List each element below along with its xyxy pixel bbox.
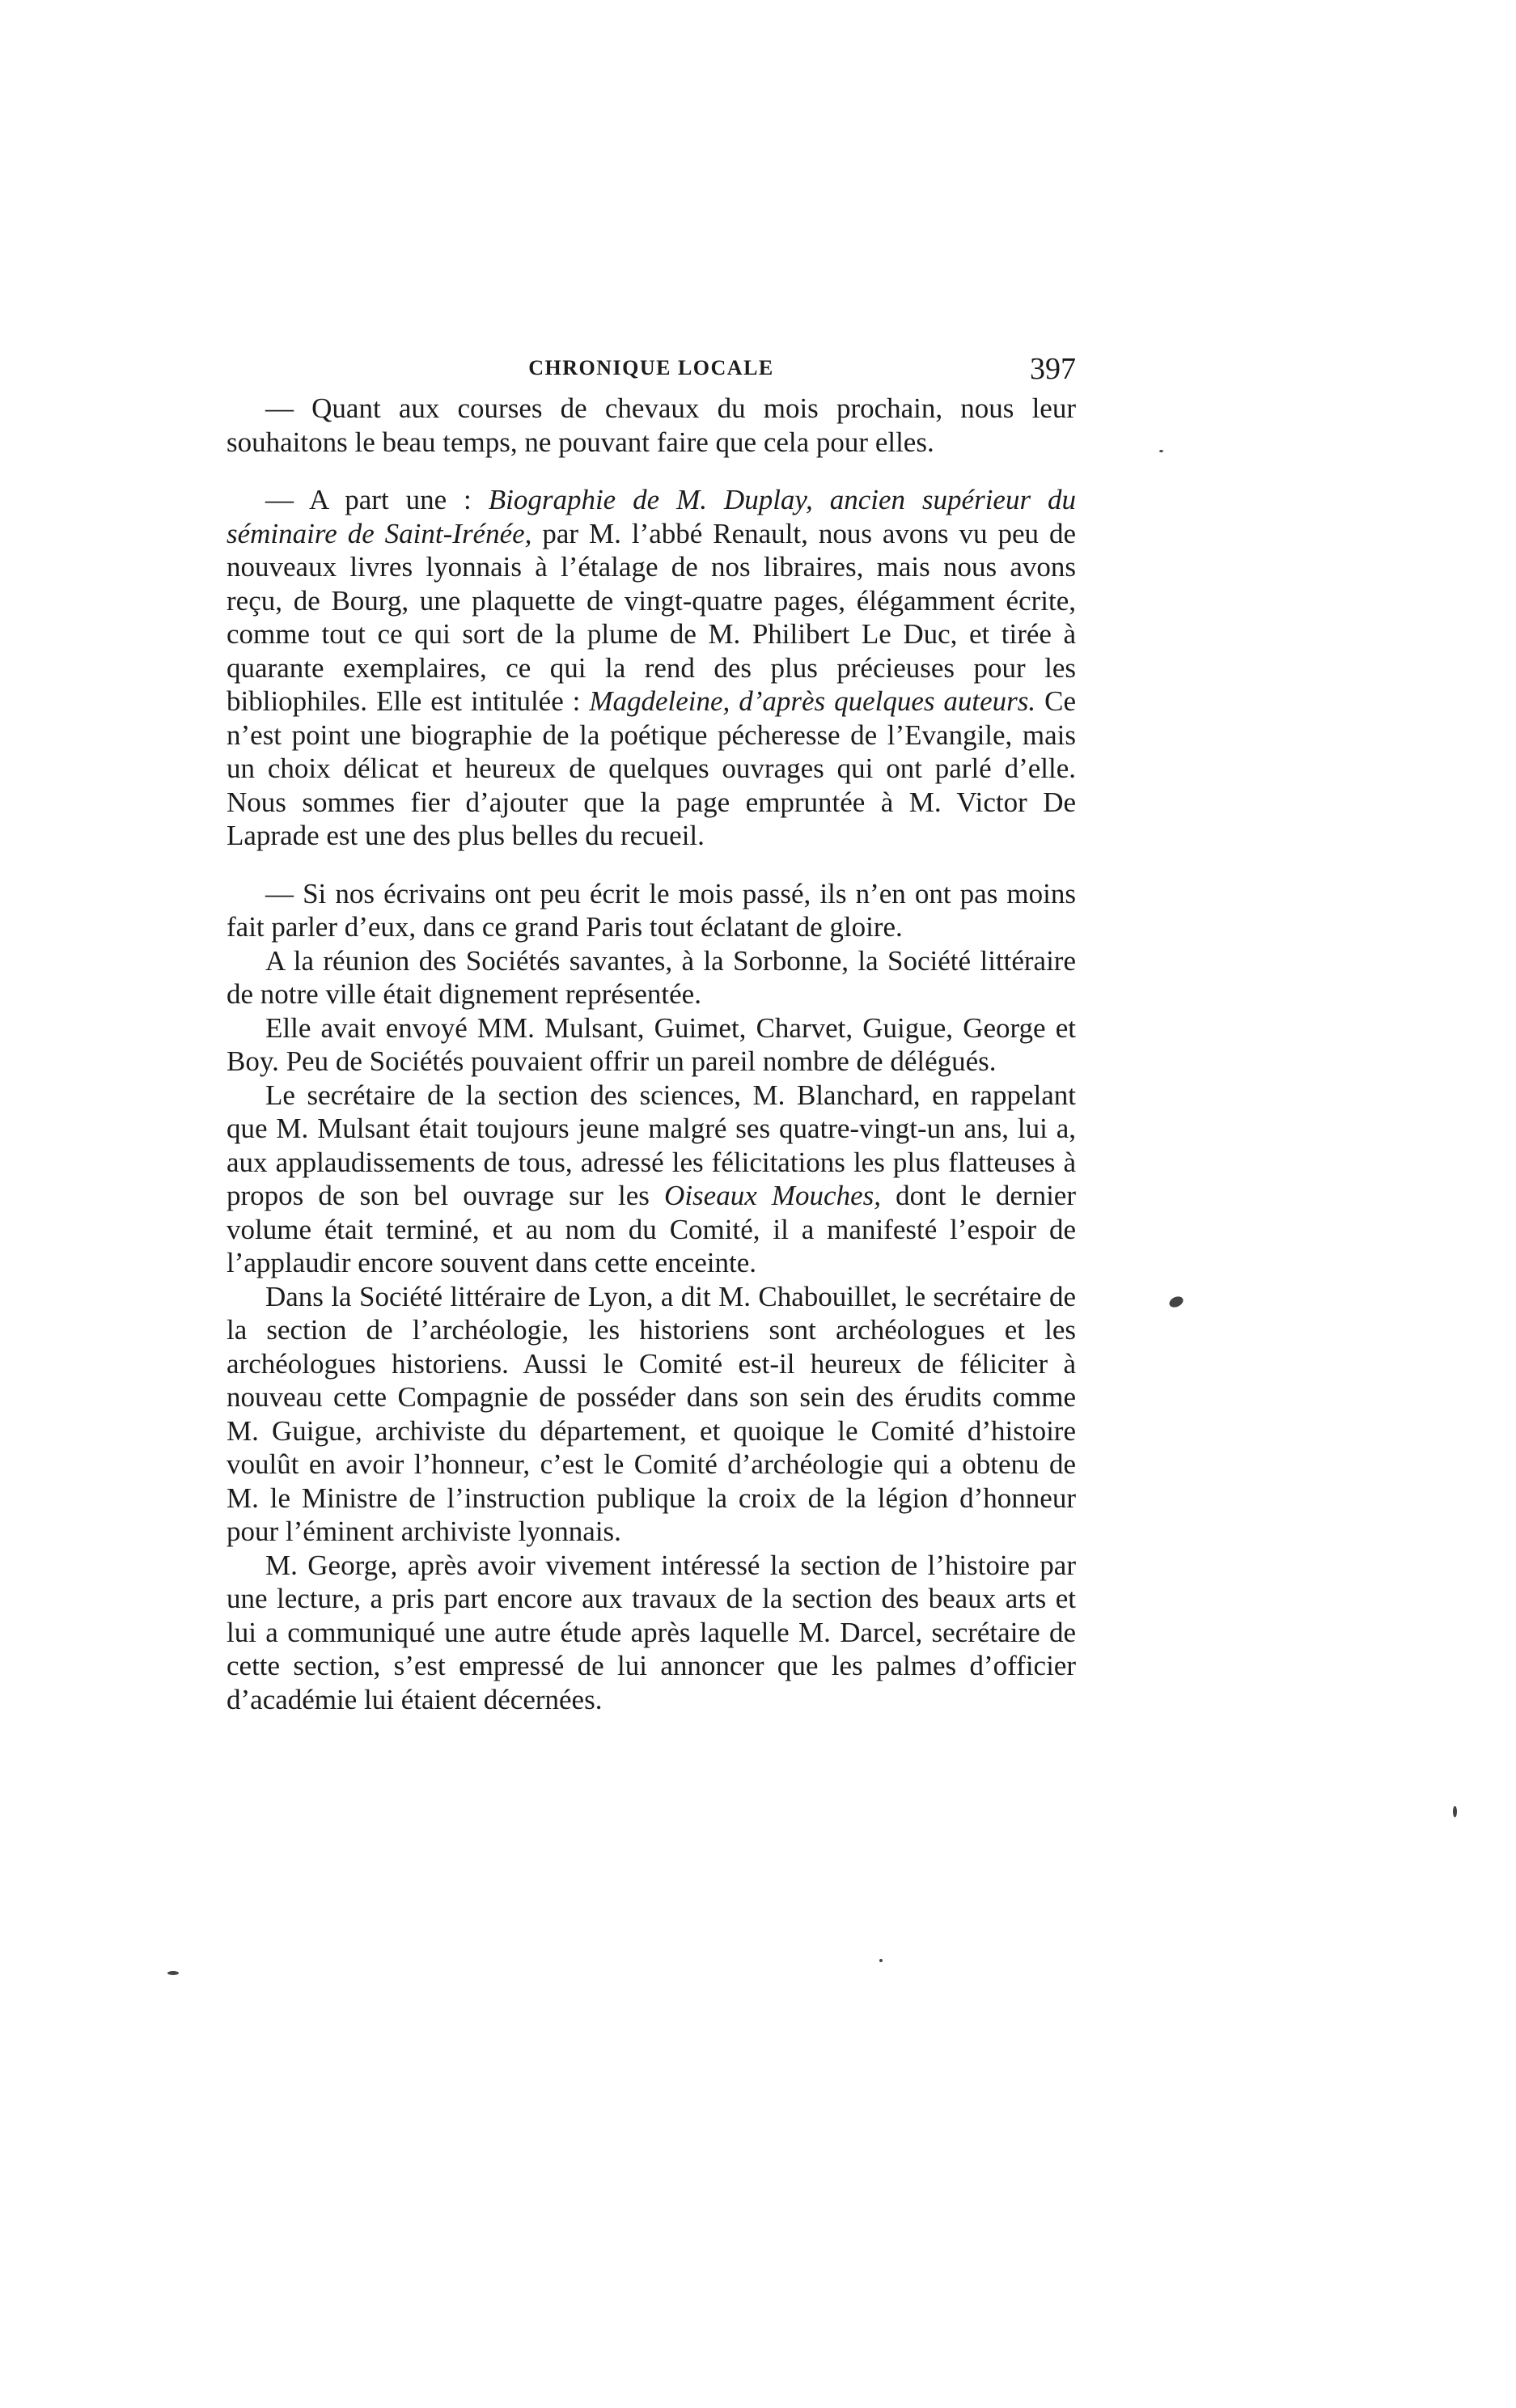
paragraph [227, 1549, 1076, 1717]
text-run: — A part une : [265, 484, 489, 515]
ink-speck [1167, 1295, 1184, 1309]
text-run: Dans la Société littéraire de Lyon, a dit M. Chabouillet, le secrétaire de la section de l’archéologie, les historiens sont archéologues et les archéologues historiens. Aussi le Comité est-il heureux de féliciter à nouveau cette Compagnie de posséder dans son sein des érudits comme M. Guigue, archiviste du département, et quoique le Comité d’histoire voulût en avoir l’honneur, c’est le Comité d’archéologie qui a obtenu de M. le Ministre de l’instruction publique la croix de la légion d’honneur pour l’éminent archiviste lyonnais. [227, 1280, 1076, 1547]
text-run: — Quant aux courses de chevaux du mois prochain, nous leur souhaitons le beau temps, ne pouvant faire que cela pour elles. [227, 392, 1076, 458]
italic-title: Magdeleine, d’après quelques auteurs. [589, 685, 1036, 717]
italic-title: Oiseaux Mouches, [664, 1180, 881, 1211]
text-run: M. George, après avoir vivement intéressé la section de l’histoire par une lecture, a pris part encore aux travaux de la section des beaux arts et lui a communiqué une autre étude après laquelle M. Darcel, secrétaire de cette section, s’est empressé de lui annoncer que les palmes d’officier d’académie lui étaient décernées. [227, 1549, 1076, 1715]
ink-speck [167, 1971, 179, 1975]
text-run: — Si nos écrivains ont peu écrit le mois passé, ils n’en ont pas moins fait parler d’eux, dans ce grand Paris tout éclatant de gloire. [227, 877, 1076, 943]
running-title: CHRONIQUE LOCALE [528, 356, 774, 379]
paragraph [227, 392, 1076, 459]
paragraph [227, 483, 1076, 853]
page-number: 397 [1030, 352, 1076, 386]
ink-speck [1453, 1806, 1457, 1817]
body-text [227, 392, 1076, 1716]
ink-speck [1159, 450, 1163, 452]
text-run: Elle avait envoyé MM. Mulsant, Guimet, Charvet, Guigue, George et Boy. Peu de Sociétés pouvaient offrir un pareil nombre de délégués. [227, 1011, 1076, 1077]
paragraph [227, 1011, 1076, 1079]
text-run: par M. l’abbé Renault, nous avons vu peu de nouveaux livres lyonnais à l’étalage de nos libraires, mais nous avons reçu, de Bourg, une plaquette de vingt-quatre pages, élégamment écrite, comme tout ce qui sort de la plume de M. Philibert Le Duc, et tirée à quarante exemplaires, ce qui la rend des plus précieuses pour les bibliophiles. Elle est intitulée : [227, 517, 1076, 717]
text-run: Le secrétaire de la section des sciences, M. Blanchard, en rappelant que M. Mulsant était toujours jeune malgré ses quatre-vingt-un ans, lui a, aux applaudissements de tous, adressé les félicitations les plus flatteuses à propos de son bel ouvrage sur les [227, 1079, 1076, 1211]
ink-speck [879, 1959, 883, 1962]
text-run: dont le dernier volume était terminé, et au nom du Comité, il a manifesté l’espoir de l’applaudir encore souvent dans cette enceinte. [227, 1180, 1076, 1278]
text-run: A la réunion des Sociétés savantes, à la Sorbonne, la Société littéraire de notre ville était dignement représentée. [227, 944, 1076, 1010]
paragraph [227, 1280, 1076, 1549]
paragraph [227, 877, 1076, 944]
paragraph [227, 1079, 1076, 1280]
running-head [227, 351, 1076, 390]
text-run: Ce n’est point une biographie de la poétique pécheresse de l’Evangile, mais un choix délicat et heureux de quelques ouvrages qui ont parlé d’elle. Nous sommes fier d’ajouter que la page empruntée à M. Victor De Laprade est une des plus belles du recueil. [227, 685, 1076, 851]
paragraph [227, 944, 1076, 1011]
italic-title: Biographie de M. Duplay, ancien supérieur du séminaire de Saint-Irénée, [227, 484, 1076, 549]
